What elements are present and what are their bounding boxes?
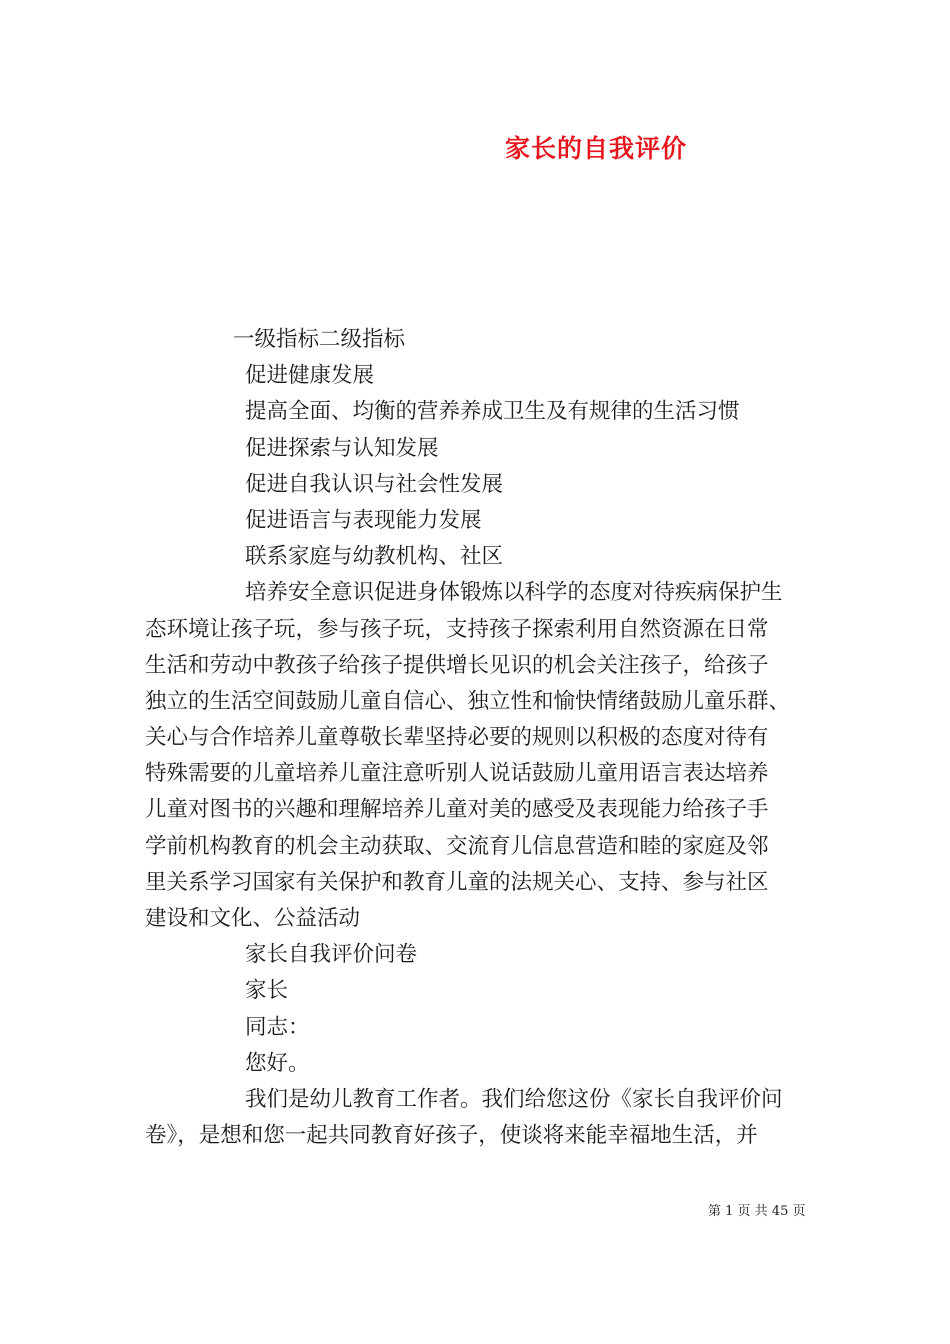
body-line: 建设和文化、公益活动 <box>145 906 361 931</box>
body-line: 儿童对图书的兴趣和理解培养儿童对美的感受及表现能力给孩子手 <box>145 797 769 823</box>
body-line: 联系家庭与幼教机构、社区 <box>245 544 504 570</box>
body-line: 生活和劳动中教孩子给孩子提供增长见识的机会关注孩子，给孩子 <box>145 652 769 678</box>
document-title: 家长的自我评价 <box>505 134 688 163</box>
body-line: 促进探索与认知发展 <box>245 435 439 461</box>
body-line: 培养安全意识促进身体锻炼以科学的态度对待疾病保护生 <box>245 580 783 606</box>
body-line: 态环境让孩子玩，参与孩子玩，支持孩子探索利用自然资源在日常 <box>145 616 769 642</box>
body-line: 同志： <box>245 1014 310 1040</box>
body-line: 家长自我评价问卷 <box>245 942 418 968</box>
body-line: 家长 <box>245 978 289 1004</box>
body-line: 特殊需要的儿童培养儿童注意听别人说话鼓励儿童用语言表达培养 <box>145 761 769 787</box>
page-number-footer: 第 1 页 共 45 页 <box>708 1204 806 1219</box>
body-line: 促进健康发展 <box>245 363 375 389</box>
body-line: 一级指标二级指标 <box>233 327 406 352</box>
body-line: 促进语言与表现能力发展 <box>245 507 482 533</box>
body-line: 卷》，是想和您一起共同教育好孩子，使谈将来能幸福地生活，并 <box>145 1123 758 1149</box>
body-line: 提高全面、均衡的营养养成卫生及有规律的生活习惯 <box>245 399 740 425</box>
body-line: 您好。 <box>245 1050 310 1076</box>
body-line: 关心与合作培养儿童尊敬长辈坚持必要的规则以积极的态度对待有 <box>145 725 769 751</box>
body-line: 我们是幼儿教育工作者。我们给您这份《家长自我评价问 <box>245 1086 783 1112</box>
body-line: 独立的生活空间鼓励儿童自信心、独立性和愉快情绪鼓励儿童乐群、 <box>145 688 791 714</box>
body-line: 学前机构教育的机会主动获取、交流育儿信息营造和睦的家庭及邻 <box>145 833 769 859</box>
document-body <box>145 322 810 1154</box>
body-line: 促进自我认识与社会性发展 <box>245 471 504 497</box>
body-line: 里关系学习国家有关保护和教育儿童的法规关心、支持、参与社区 <box>145 869 769 895</box>
